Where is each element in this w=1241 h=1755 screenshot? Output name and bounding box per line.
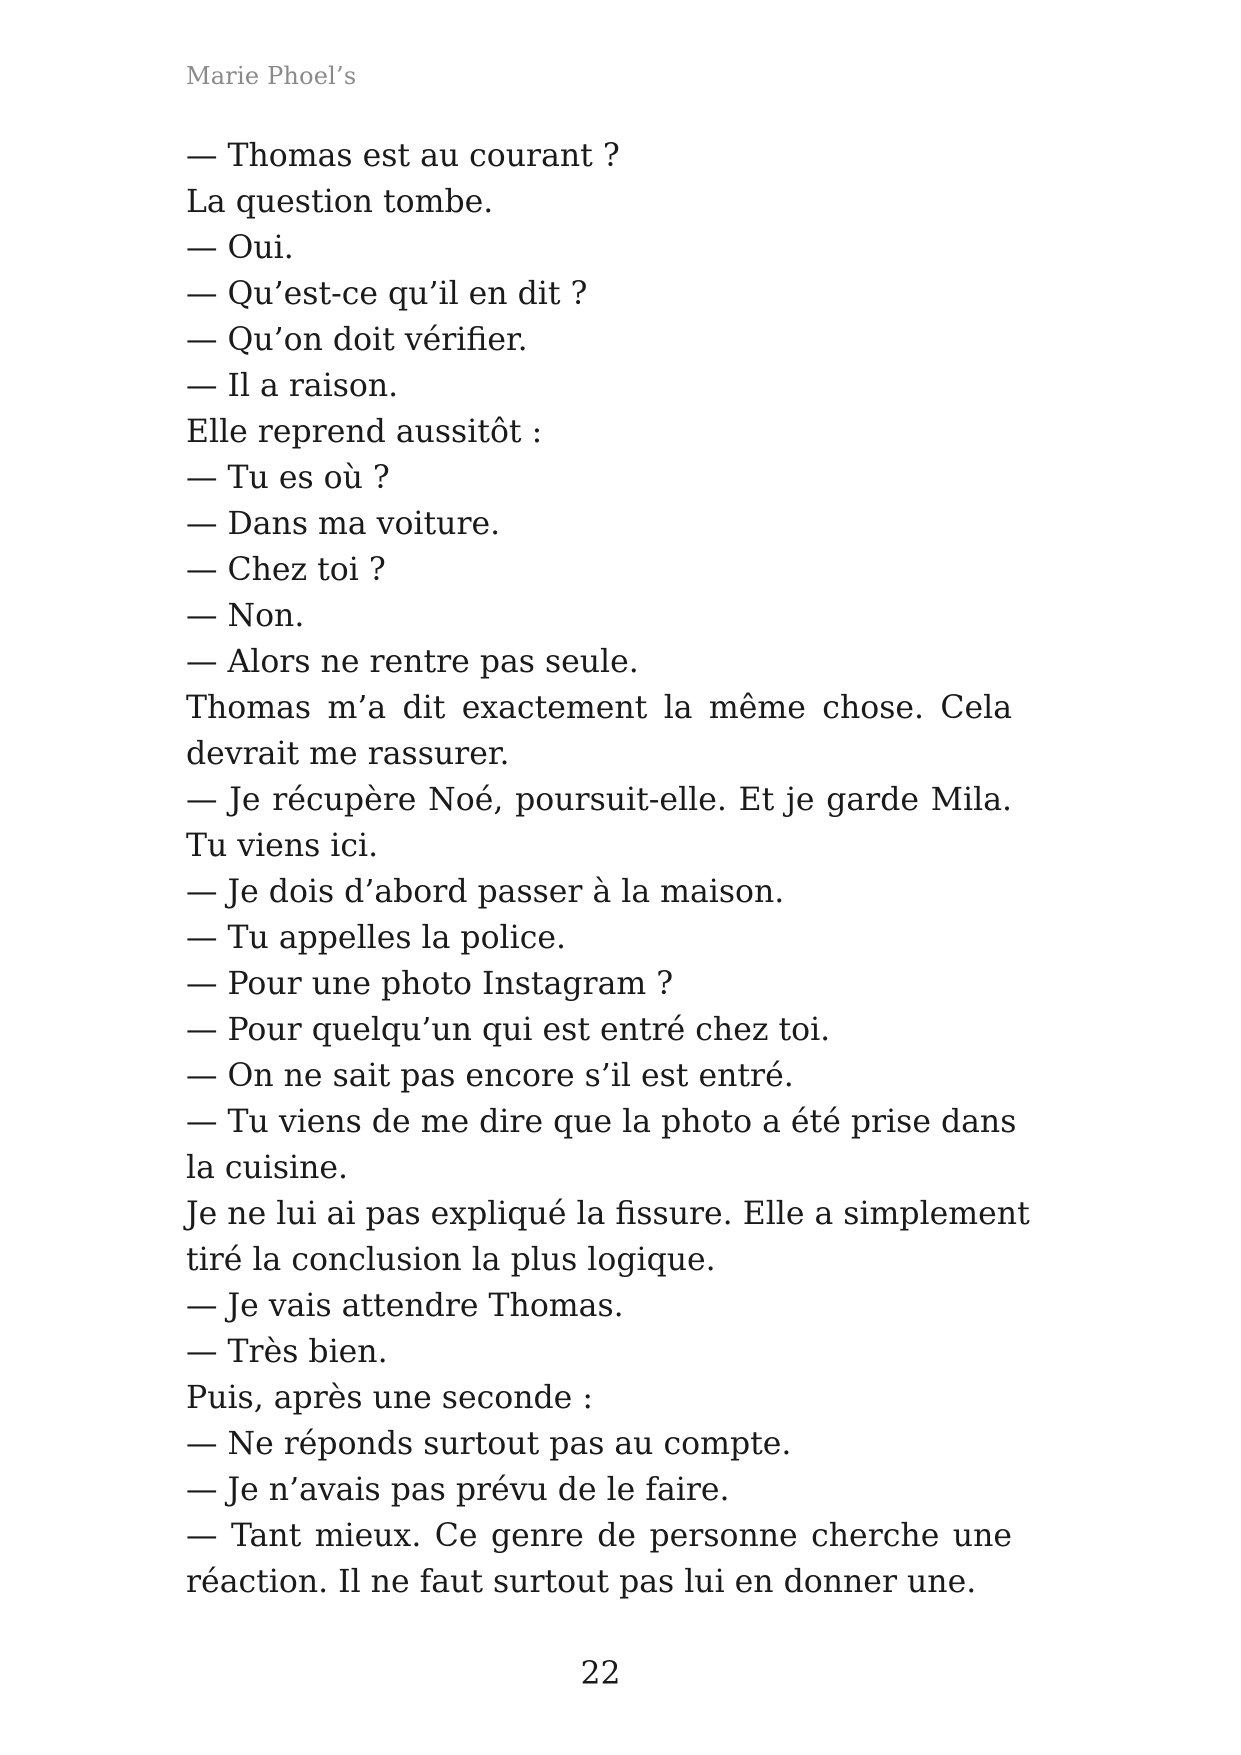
- text-line: — Tu viens de me dire que la photo a été prise dans: [186, 1104, 1017, 1140]
- running-header: Marie Phoel’s: [186, 62, 357, 90]
- text-line: — Ne réponds surtout pas au compte.: [186, 1426, 792, 1462]
- text-line: devrait me rassurer.: [186, 736, 510, 772]
- text-line: Thomas m’a dit exactement la même chose. Cela: [186, 690, 1012, 726]
- text-line: tiré la conclusion la plus logique.: [186, 1242, 716, 1278]
- text-line: — Pour une photo Instagram ?: [186, 966, 674, 1002]
- text-line: — Oui.: [186, 230, 294, 266]
- text-line: — Qu’on doit vérifier.: [186, 322, 528, 358]
- text-line: — Très bien.: [186, 1334, 388, 1370]
- text-line: — Dans ma voiture.: [186, 506, 501, 542]
- text-line: Puis, après une seconde :: [186, 1380, 593, 1416]
- text-line: Tu viens ici.: [186, 828, 379, 864]
- text-line: — On ne sait pas encore s’il est entré.: [186, 1058, 794, 1094]
- text-line: — Il a raison.: [186, 368, 399, 404]
- text-line: réaction. Il ne faut surtout pas lui en donner une.: [186, 1564, 977, 1600]
- text-line: — Pour quelqu’un qui est entré chez toi.: [186, 1012, 831, 1048]
- text-line: Elle reprend aussitôt :: [186, 414, 543, 450]
- text-line: — Je dois d’abord passer à la maison.: [186, 874, 785, 910]
- text-line: — Alors ne rentre pas seule.: [186, 644, 639, 680]
- text-line: — Je vais attendre Thomas.: [186, 1288, 624, 1324]
- text-line: la cuisine.: [186, 1150, 349, 1186]
- text-line: — Chez toi ?: [186, 552, 386, 588]
- text-line: Je ne lui ai pas expliqué la fissure. Elle a simplement: [186, 1196, 1030, 1232]
- page-number: 22: [580, 1656, 621, 1692]
- text-line: — Je n’avais pas prévu de le faire.: [186, 1472, 730, 1508]
- text-line: — Je récupère Noé, poursuit-elle. Et je garde Mila.: [186, 782, 1012, 818]
- text-line: — Tu es où ?: [186, 460, 390, 496]
- text-line: La question tombe.: [186, 184, 494, 220]
- text-line: — Tu appelles la police.: [186, 920, 566, 956]
- body-text: [186, 133, 1030, 1605]
- text-line: — Thomas est au courant ?: [186, 138, 620, 174]
- text-line: — Non.: [186, 598, 305, 634]
- text-line: — Tant mieux. Ce genre de personne cherche une: [186, 1518, 1012, 1554]
- text-line: — Qu’est-ce qu’il en dit ?: [186, 276, 588, 312]
